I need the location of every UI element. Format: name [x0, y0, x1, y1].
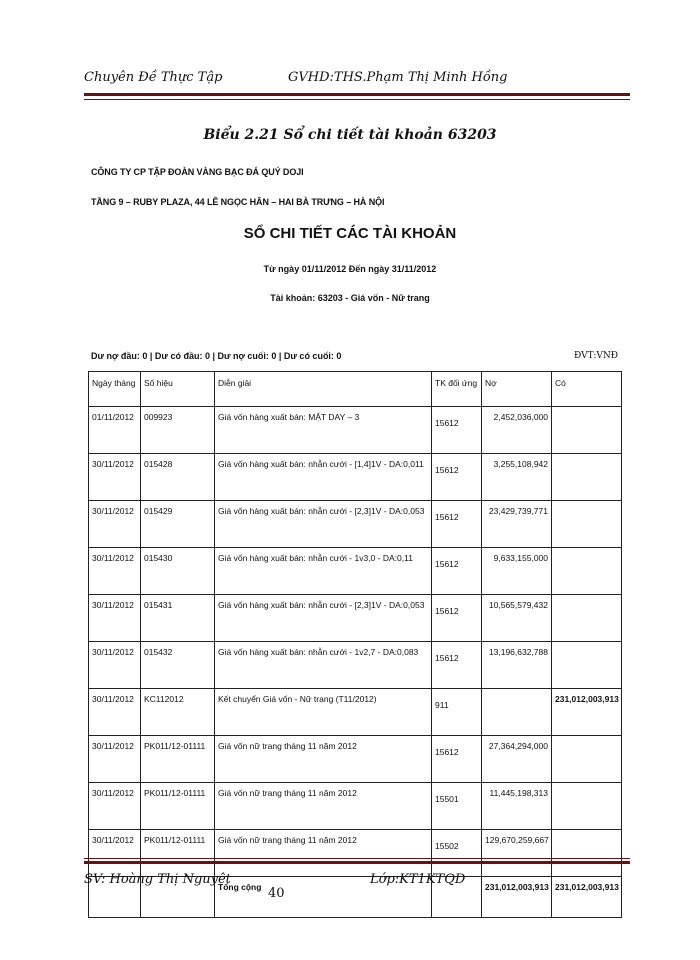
cell-ref: PK011/12-01111 — [141, 783, 215, 830]
cell-desc: Giá vốn hàng xuất bán: nhẫn cưới - [1,4]1V - DA:0,011 — [215, 454, 432, 501]
cell-tk: 911 — [432, 689, 482, 736]
ledger-table — [88, 371, 622, 918]
cell-credit — [552, 407, 622, 454]
table-header-row — [89, 372, 622, 407]
cell-tk: 15612 — [432, 407, 482, 454]
cell-debit: 2,452,036,000 — [482, 407, 552, 454]
cell-tk: 15612 — [432, 595, 482, 642]
col-header-credit: Có — [552, 372, 622, 407]
date-range: Từ ngày 01/11/2012 Đến ngày 31/11/2012 — [263, 264, 437, 274]
footer-rule-thin — [84, 858, 630, 859]
cell-desc: Kết chuyển Giá vốn - Nữ trang (T11/2012) — [215, 689, 432, 736]
table-row — [89, 407, 622, 454]
col-header-desc: Diễn giải — [215, 372, 432, 407]
cell-ref: 015429 — [141, 501, 215, 548]
cell-desc: Giá vốn nữ trang tháng 11 năm 2012 — [215, 783, 432, 830]
cell-ref: PK011/12-01111 — [141, 830, 215, 877]
cell-ref: 015428 — [141, 454, 215, 501]
cell-date: 30/11/2012 — [89, 501, 141, 548]
table-row — [89, 548, 622, 595]
header-rule-thin — [84, 99, 630, 100]
cell-desc: Giá vốn hàng xuất bán: nhẫn cưới - [2,3]1V - DA:0,053 — [215, 595, 432, 642]
cell-desc: Giá vốn hàng xuất bán: nhẫn cưới - 1v2,7 - DA:0,083 — [215, 642, 432, 689]
cell-tk: 15612 — [432, 454, 482, 501]
total-debit: 231,012,003,913 — [482, 877, 552, 918]
cell-credit — [552, 783, 622, 830]
footer-class: Lớp:KT1KTQD — [370, 872, 466, 887]
cell-tk: 15502 — [432, 830, 482, 877]
cell-date: 30/11/2012 — [89, 642, 141, 689]
cell-ref: 015430 — [141, 548, 215, 595]
cell-tk: 15612 — [432, 548, 482, 595]
cell-ref: 015432 — [141, 642, 215, 689]
cell-ref: PK011/12-01111 — [141, 736, 215, 783]
cell-credit — [552, 595, 622, 642]
cell-date: 30/11/2012 — [89, 595, 141, 642]
table-row — [89, 689, 622, 736]
cell-debit: 27,364,294,000 — [482, 736, 552, 783]
cell-desc: Giá vốn hàng xuất bán: MẶT DAY – 3 — [215, 407, 432, 454]
cell-credit — [552, 830, 622, 877]
company-address: TẦNG 9 – RUBY PLAZA, 44 LÊ NGỌC HÂN – HAI BÀ TRƯNG – HÀ NỘI — [91, 197, 385, 207]
header-advisor: GVHD:THS.Phạm Thị Minh Hồng — [288, 70, 508, 85]
cell-debit — [482, 689, 552, 736]
table-row — [89, 454, 622, 501]
cell-credit — [552, 501, 622, 548]
cell-desc: Giá vốn hàng xuất bán: nhẫn cưới - 1v3,0 - DA:0,11 — [215, 548, 432, 595]
cell-debit: 129,670,259,667 — [482, 830, 552, 877]
page-number: 40 — [268, 886, 285, 901]
footer-student: SV: Hoàng Thị Nguyệt — [84, 872, 231, 887]
cell-date: 30/11/2012 — [89, 548, 141, 595]
table-row — [89, 830, 622, 877]
table-row — [89, 783, 622, 830]
col-header-date: Ngày tháng — [89, 372, 141, 407]
header-subject: Chuyên Đề Thực Tập — [84, 70, 223, 85]
total-label: Tổng cộng — [215, 877, 432, 918]
cell-debit: 3,255,108,942 — [482, 454, 552, 501]
cell-ref: 009923 — [141, 407, 215, 454]
cell-debit: 11,445,198,313 — [482, 783, 552, 830]
cell-desc: Giá vốn hàng xuất bán: nhẫn cưới - [2,3]1V - DA:0,053 — [215, 501, 432, 548]
cell-date: 30/11/2012 — [89, 689, 141, 736]
company-name: CÔNG TY CP TẬP ĐOÀN VÀNG BẠC ĐÁ QUÝ DOJI — [91, 167, 304, 177]
cell-credit — [552, 454, 622, 501]
cell-date: 30/11/2012 — [89, 830, 141, 877]
cell-tk: 15612 — [432, 642, 482, 689]
cell-tk: 15501 — [432, 783, 482, 830]
cell-date: 01/11/2012 — [89, 407, 141, 454]
balance-summary: Dư nợ đầu: 0 | Dư có đầu: 0 | Dư nợ cuối: 0 | Dư có cuối: 0 — [91, 351, 342, 361]
cell-date: 30/11/2012 — [89, 783, 141, 830]
table-row — [89, 595, 622, 642]
cell-date: 30/11/2012 — [89, 454, 141, 501]
total-credit: 231,012,003,913 — [552, 877, 622, 918]
table-row — [89, 736, 622, 783]
cell-debit: 13,196,632,788 — [482, 642, 552, 689]
cell-debit: 23,429,739,771 — [482, 501, 552, 548]
table-row — [89, 501, 622, 548]
header-rule-thick — [84, 93, 630, 96]
cell-debit: 10,565,579,432 — [482, 595, 552, 642]
cell-credit — [552, 642, 622, 689]
cell-tk: 15612 — [432, 501, 482, 548]
report-title: SỔ CHI TIẾT CÁC TÀI KHOẢN — [243, 225, 457, 242]
cell-credit — [552, 736, 622, 783]
cell-tk: 15612 — [432, 736, 482, 783]
col-header-ref: Số hiệu — [141, 372, 215, 407]
currency-unit: ĐVT:VNĐ — [574, 351, 618, 361]
account-line: Tài khoản: 63203 - Giá vốn - Nữ trang — [270, 293, 430, 303]
col-header-tk: TK đối ứng — [432, 372, 482, 407]
cell-ref: KC112012 — [141, 689, 215, 736]
col-header-debit: Nợ — [482, 372, 552, 407]
cell-date: 30/11/2012 — [89, 736, 141, 783]
cell-credit — [552, 548, 622, 595]
cell-desc: Giá vốn nữ trang tháng 11 năm 2012 — [215, 830, 432, 877]
cell-ref: 015431 — [141, 595, 215, 642]
cell-credit: 231,012,003,913 — [552, 689, 622, 736]
table-row — [89, 642, 622, 689]
cell-debit: 9,633,155,000 — [482, 548, 552, 595]
cell-desc: Giá vốn nữ trang tháng 11 năm 2012 — [215, 736, 432, 783]
footer-rule-thick — [84, 861, 630, 864]
figure-title: Biểu 2.21 Sổ chi tiết tài khoản 63203 — [203, 127, 497, 143]
